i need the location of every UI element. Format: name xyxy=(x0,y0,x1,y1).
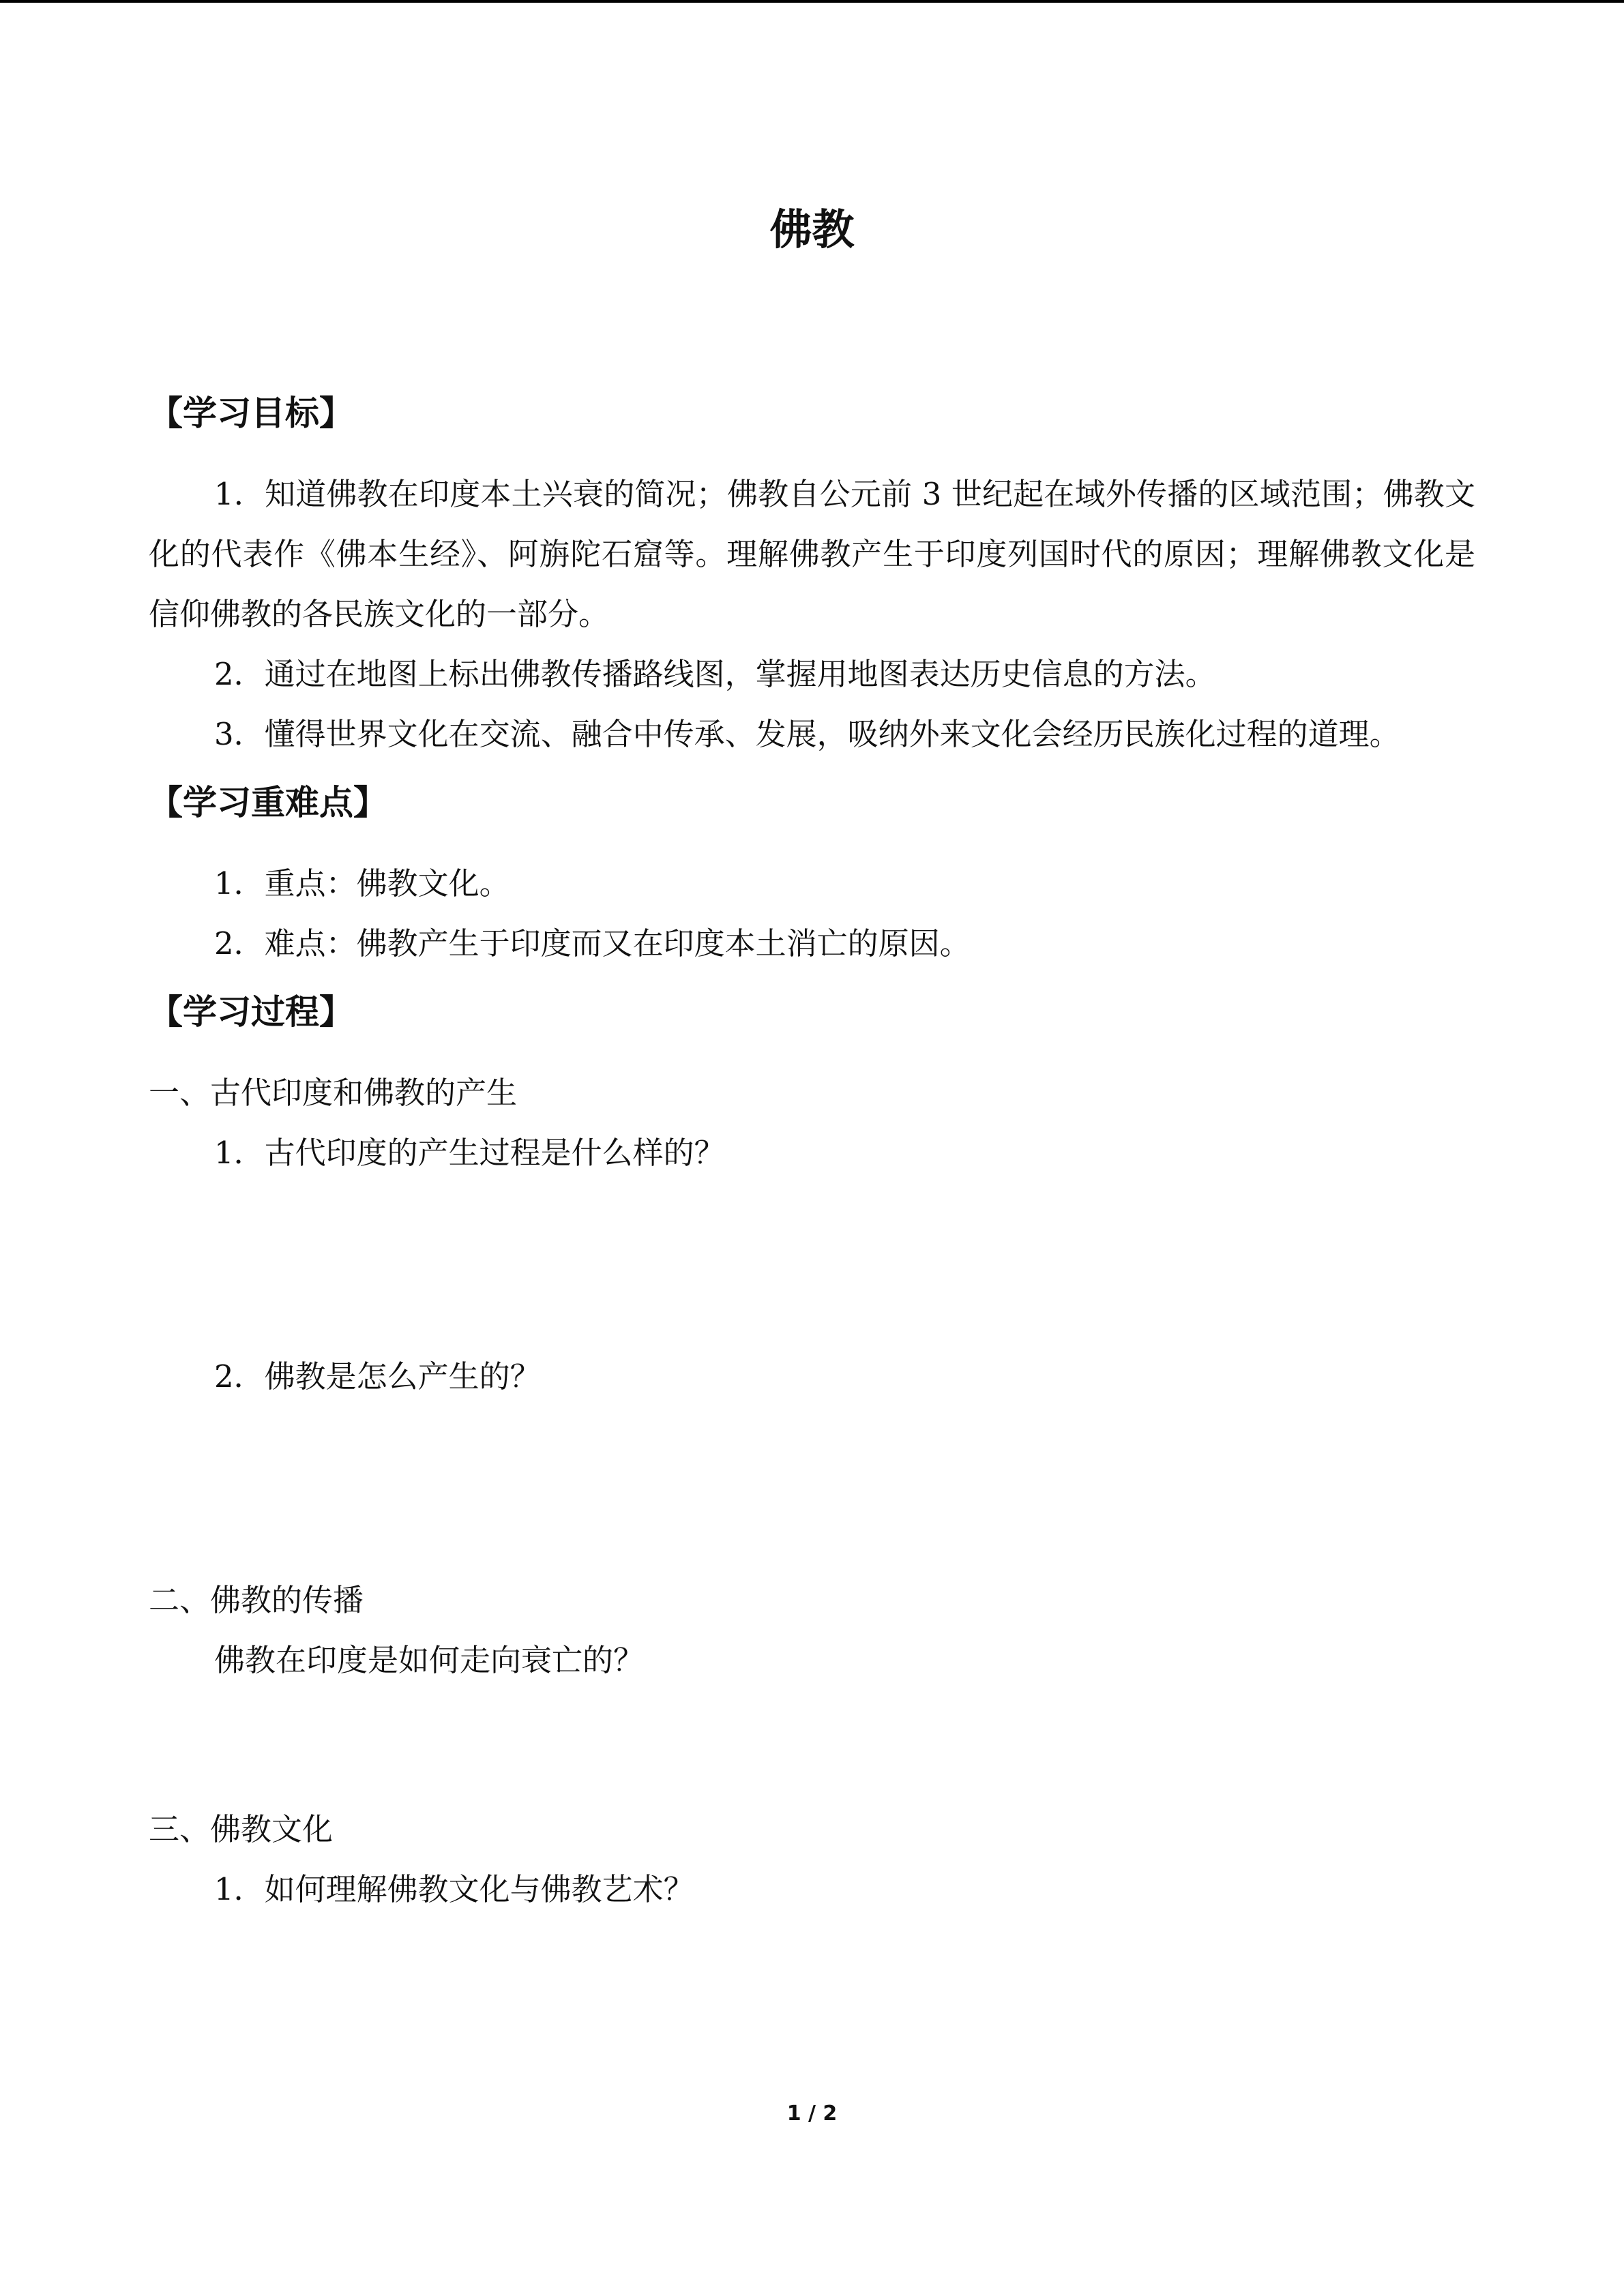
part1-question-1: 1．古代印度的产生过程是什么样的？ xyxy=(214,1135,725,1172)
process-heading: 【学习过程】 xyxy=(149,992,353,1032)
answer-space xyxy=(149,1407,1475,1570)
key-point-item-1: 1．重点：佛教文化。 xyxy=(214,865,510,902)
part2-question-1: 佛教在印度是如何走向衰亡的？ xyxy=(214,1642,645,1679)
document-title: 佛教 xyxy=(769,205,855,254)
top-border-line xyxy=(0,0,1624,3)
answer-space xyxy=(149,1690,1475,1800)
part1-title: 一、古代印度和佛教的产生 xyxy=(149,1075,518,1112)
page-number: 1 / 2 xyxy=(786,2102,838,2126)
objective-item-1: 1．知道佛教在印度本土兴衰的简况；佛教自公元前 3 世纪起在域外传播的区域范围；佛教文化的代表作《佛本生经》、阿旃陀石窟等。理解佛教产生于印度列国时代的原因；理解佛教文化是信仰佛教的各民族文化的一部分。 xyxy=(149,476,1475,633)
part3-title: 三、佛教文化 xyxy=(149,1811,334,1848)
objective-item-2: 2．通过在地图上标出佛教传播路线图，掌握用地图表达历史信息的方法。 xyxy=(214,656,1216,693)
part2-title: 二、佛教的传播 xyxy=(149,1582,364,1619)
part3-question-1: 1．如何理解佛教文化与佛教艺术？ xyxy=(214,1871,694,1908)
part1-question-2: 2．佛教是怎么产生的？ xyxy=(214,1358,541,1395)
key-points-heading: 【学习重难点】 xyxy=(149,783,387,823)
objective-item-3: 3．懂得世界文化在交流、融合中传承、发展，吸纳外来文化会经历民族化过程的道理。 xyxy=(214,716,1400,753)
objectives-heading: 【学习目标】 xyxy=(149,393,353,434)
document-page xyxy=(149,205,1475,1920)
answer-space xyxy=(149,1183,1475,1347)
key-point-item-2: 2．难点：佛教产生于印度而又在印度本土消亡的原因。 xyxy=(214,925,971,962)
